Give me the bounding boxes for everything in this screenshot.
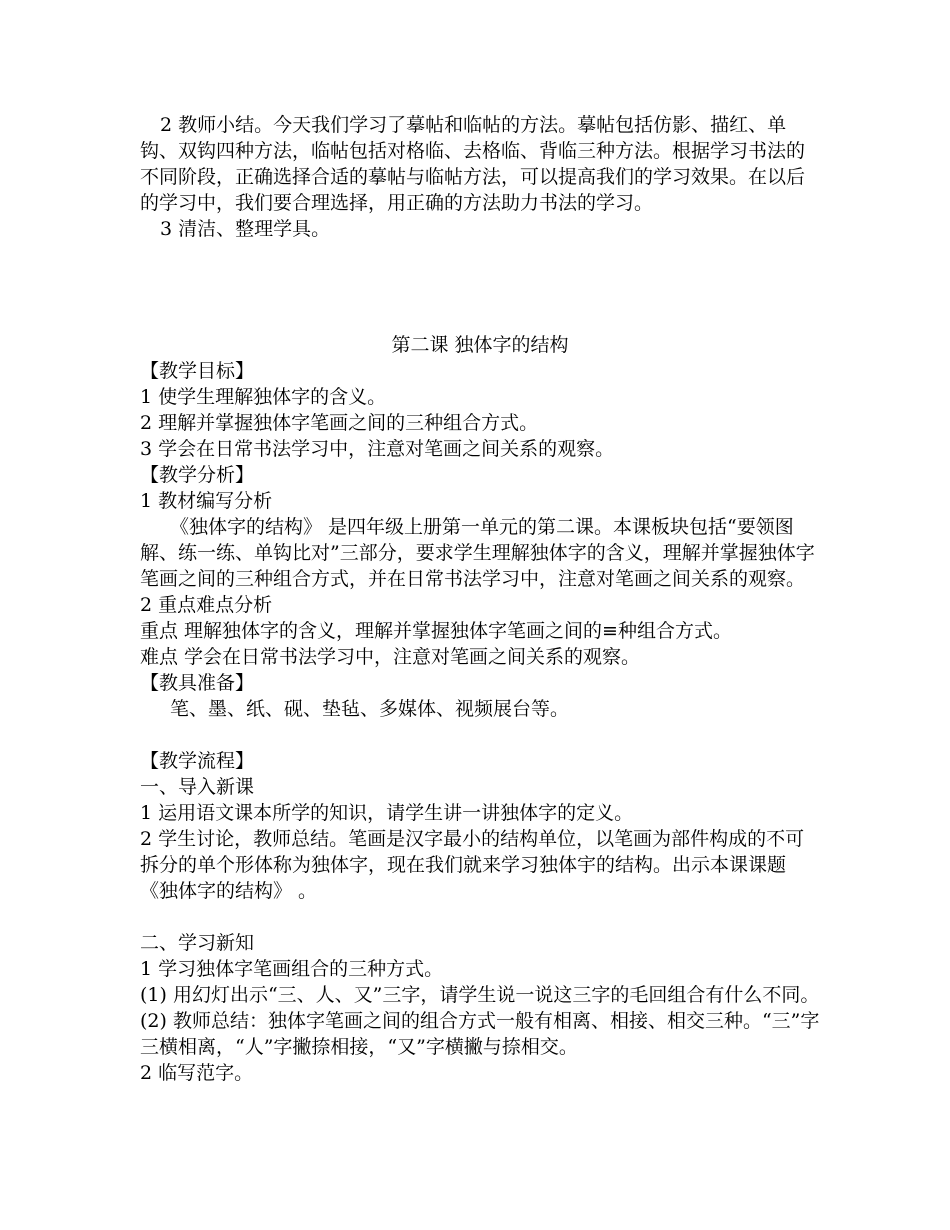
keypoints-heading: 2 重点难点分析 (140, 594, 273, 616)
intro-item: 1 运用语文课本所学的知识，请学生讲一讲独体字的定义。 (140, 802, 634, 824)
textbook-analysis-heading: 1 教材编写分析 (140, 490, 273, 512)
teacher-summary-paragraph: 2 教师小结。今天我们学习了摹帖和临帖的方法。摹帖包括仿影、描红、单钩、双钩四种方法，临帖包括对格临、去格临、背临三种方法。根据学习书法的不同阶段，正确选择合适的摹帖与临帖方法，可以提高我们的学习效果。在以后的学习中，我们要合理选择，用正确的方法助力书法的学习。 (140, 114, 806, 214)
difficulty-line: 难点 学会在日常书法学习中，注意对笔画之间关系的观察。 (140, 646, 641, 668)
tools-text: 笔、墨、纸、砚、垫毡、多媒体、视频展台等。 (170, 698, 570, 720)
intro-item: 2 学生讨论，教师总结。笔画是汉字最小的结构单位，以笔画为部件构成的不可拆分的单个形体称为独体字，现在我们就来学习独体宇的结构。出示本课课题 《独体字的结构》 。 (140, 828, 805, 902)
section-gap (140, 904, 820, 930)
cleanup-line: 3 清洁、整理学具。 (160, 218, 331, 240)
new-knowledge-heading: 二、学习新知 (140, 932, 255, 954)
lesson-title: 第二课 独体字的结构 (391, 334, 569, 356)
new-knowledge-item: (1) 用幻灯出示“三、人、又”三字，请学生说一说这三字的毛回组合有什么不同。 (140, 984, 820, 1006)
analysis-heading: 【教学分析】 (140, 464, 255, 486)
goals-heading: 【教学目标】 (140, 360, 255, 382)
flow-heading: 【教学流程】 (140, 750, 255, 772)
goal-item: 1 使学生理解独体字的含义。 (140, 386, 387, 408)
tools-heading: 【教具准备】 (140, 672, 255, 694)
new-knowledge-item: 2 临写范字。 (140, 1062, 254, 1084)
section-gap (140, 722, 820, 748)
new-knowledge-item: 1 学习独体字笔画组合的三种方式。 (140, 958, 444, 980)
goal-item: 3 学会在日常书法学习中，注意对笔画之间关系的观察。 (140, 438, 615, 460)
intro-heading: 一、导入新课 (140, 776, 255, 798)
goal-item: 2 理解并掌握独体字笔画之间的三种组合方式。 (140, 412, 539, 434)
textbook-analysis-text: 《独体字的结构》 是四年级上册第一单元的第二课。本课板块包括“要领图解、练一练、单钩比对”三部分，要求学生理解独体字的含义，理解并掌握独体字笔画之间的三种组合方式，并在日常书法学习中，注意对笔画之间关系的观察。 (140, 516, 815, 590)
new-knowledge-item: (2) 教师总结：独体字笔画之间的组合方式一般有相离、相接、相交三种。“三”字三横相离，“人”字撇捺相接，“又”字横撇与捺相交。 (140, 1010, 820, 1058)
section-gap (140, 242, 820, 332)
keypoint-line: 重点 理解独体字的含义，理解并掌握独体字笔画之间的≡种组合方式。 (140, 620, 732, 642)
document-page (140, 112, 820, 1086)
